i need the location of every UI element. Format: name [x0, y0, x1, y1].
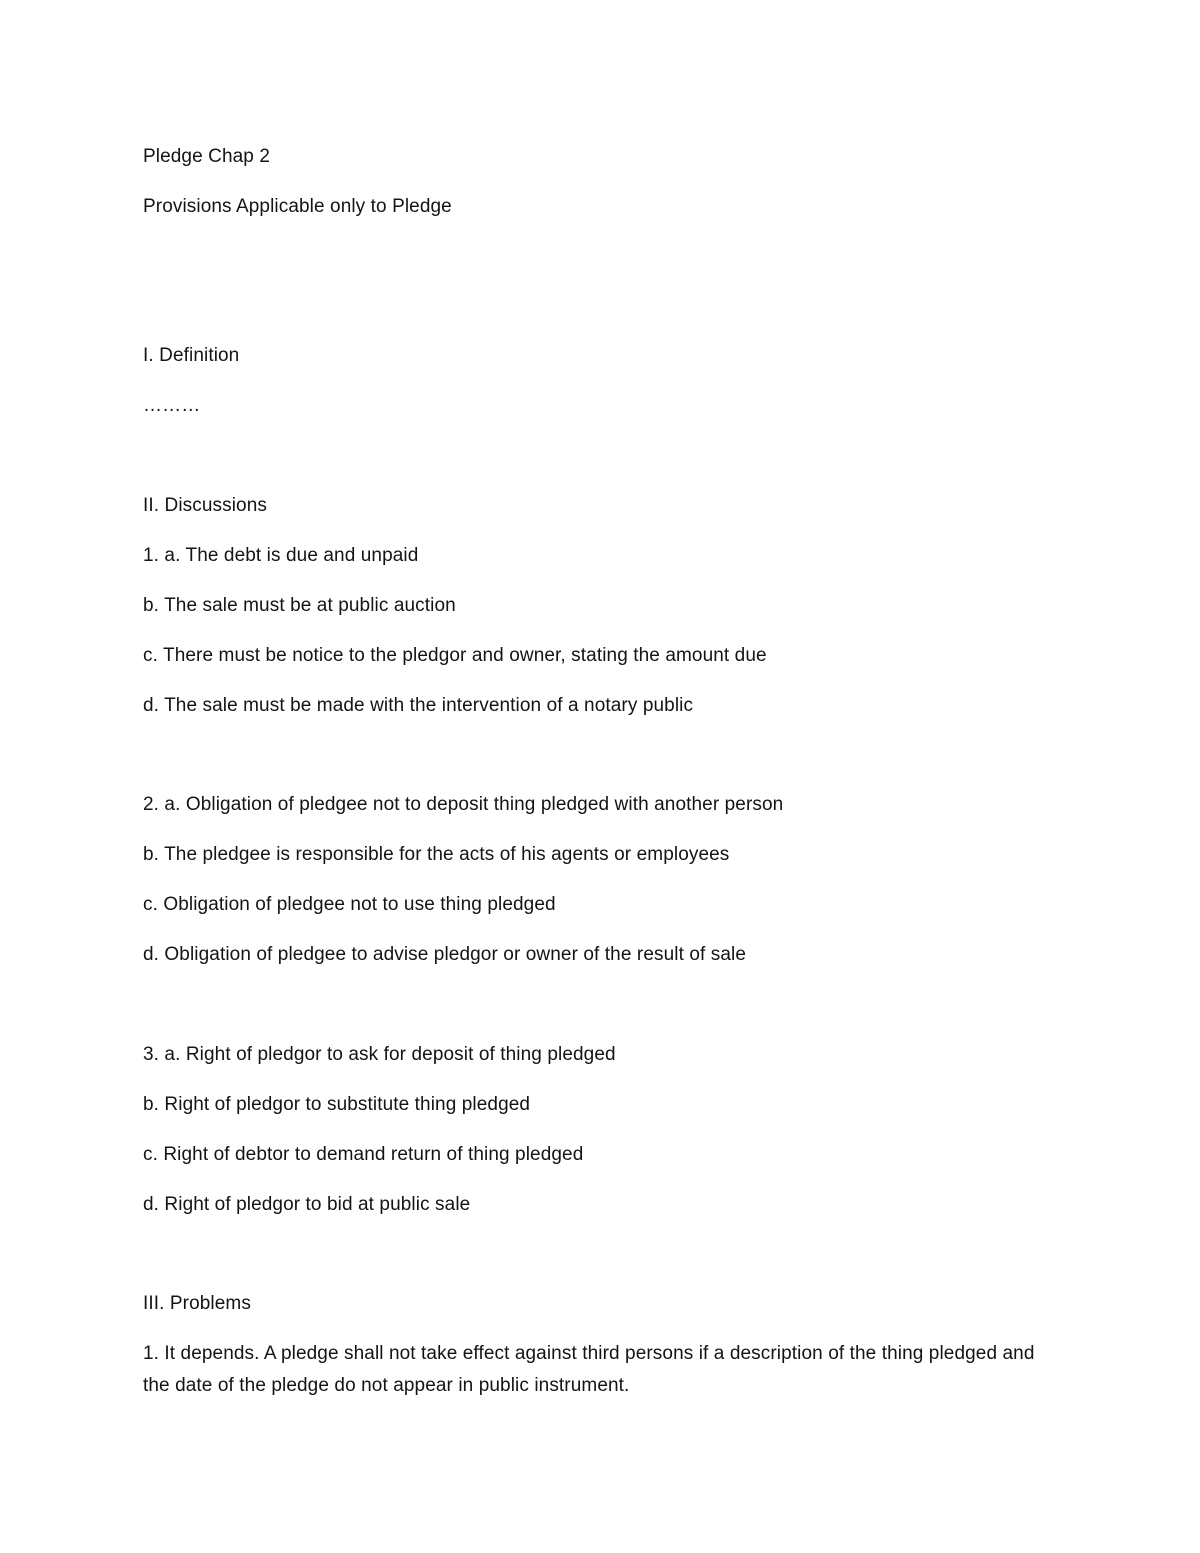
discussion-item: c. Obligation of pledgee not to use thing pledged [143, 894, 556, 915]
discussion-item: b. The pledgee is responsible for the acts of his agents or employees [143, 844, 730, 865]
discussion-item: d. Right of pledgor to bid at public sale [143, 1194, 471, 1215]
section-heading-problems: III. Problems [143, 1293, 251, 1314]
discussion-item: d. Obligation of pledgee to advise pledgor or owner of the result of sale [143, 944, 747, 965]
discussion-item: c. There must be notice to the pledgor and owner, stating the amount due [143, 645, 767, 666]
discussion-item: b. The sale must be at public auction [143, 595, 456, 616]
definition-placeholder-text: ……… [143, 395, 201, 416]
discussion-item: 2. a. Obligation of pledgee not to deposit thing pledged with another person [143, 794, 784, 815]
discussion-item: d. The sale must be made with the intervention of a notary public [143, 695, 694, 716]
document-title: Pledge Chap 2 [143, 146, 271, 167]
document-subtitle: Provisions Applicable only to Pledge [143, 196, 452, 217]
section-heading-definition: I. Definition [143, 345, 240, 366]
discussion-item: 1. a. The debt is due and unpaid [143, 545, 419, 566]
discussion-item: 3. a. Right of pledgor to ask for deposit of thing pledged [143, 1044, 616, 1065]
discussion-item: c. Right of debtor to demand return of thing pledged [143, 1144, 584, 1165]
section-heading-discussions: II. Discussions [143, 495, 267, 516]
problem-answer-paragraph: 1. It depends. A pledge shall not take effect against third persons if a description of the thing pledged and the date of the pledge do not appear in public instrument. [143, 1343, 1035, 1396]
discussion-item: b. Right of pledgor to substitute thing pledged [143, 1094, 531, 1115]
